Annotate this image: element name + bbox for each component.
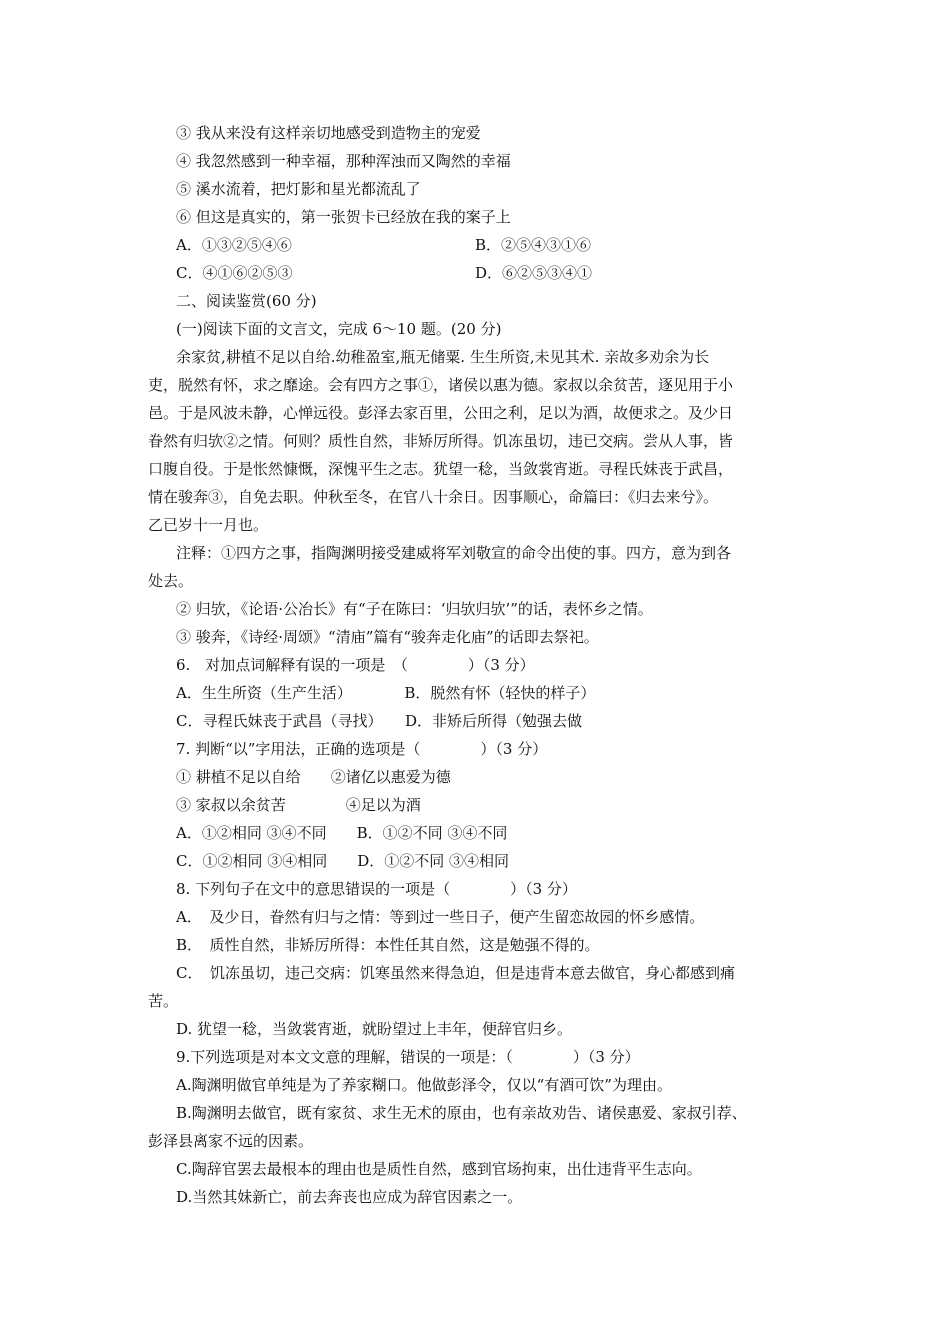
question-8-option-a: A． 及少日，眷然有归与之情：等到过一些日子，便产生留恋故园的怀乡感情。 [176, 908, 705, 926]
sentence-6: ⑥ 但这是真实的，第一张贺卡已经放在我的案子上 [176, 208, 511, 226]
sentence-5: ⑤ 溪水流着，把灯影和星光都流乱了 [176, 180, 421, 198]
passage-line: 口腹自役。于是怅然慷慨，深愧平生之志。犹望一稔，当敛裳宵逝。寻程氏妹丧于武昌， [148, 460, 734, 478]
question-9-option-d: D.当然其妹新亡，前去奔丧也应成为辞官因素之一。 [176, 1188, 523, 1206]
passage-line: 吏，脱然有怀，求之靡途。会有四方之事①，诸侯以惠为德。家叔以余贫苦，逐见用于小 [148, 376, 734, 394]
question-8-option-b: B． 质性自然，非矫厉所得：本性任其自然，这是勉强不得的。 [176, 936, 600, 954]
option-b: B．②⑤④③①⑥ [475, 236, 592, 254]
passage-line: 邑。于是风波未静，心惮远役。彭泽去家百里，公田之利，足以为酒，故便求之。及少日 [148, 404, 734, 422]
option-a: A．①③②⑤④⑥ [176, 236, 292, 254]
question-7-sentences: ① 耕植不足以自给 ②诸亿以惠爱为德 [176, 768, 451, 786]
section-heading: 二、阅读鉴赏(60 分) [176, 292, 317, 310]
question-6-options: C．寻程氏妹丧于武昌（寻找） D．非矫后所得（勉强去做 [176, 712, 583, 730]
question-8-option-c: C． 饥冻虽切，违己交病：饥寒虽然来得急迫，但是违背本意去做官，身心都感到痛 [176, 964, 735, 982]
question-7-options: A．①②相同 ③④不同 B．①②不同 ③④不同 [176, 824, 508, 842]
question-9-option-c: C.陶辞官罢去最根本的理由也是质性自然，感到官场拘束，出仕违背平生志向。 [176, 1160, 702, 1178]
note-line: 注释：①四方之事，指陶渊明接受建威将军刘敬宣的命令出使的事。四方，意为到各 [176, 544, 732, 562]
passage-line: 情在骏奔③，自免去职。仲秋至冬，在官八十余日。因事顺心，命篇曰：《归去来兮》。 [148, 488, 719, 506]
question-9-option-a: A.陶渊明做官单纯是为了养家糊口。他做彭泽令，仅以“有酒可饮”为理由。 [176, 1076, 672, 1094]
question-8-option-d: D. 犹望一稔，当敛裳宵逝，就盼望过上丰年，便辞官归乡。 [176, 1020, 573, 1038]
question-8-option-c-cont: 苦。 [148, 992, 179, 1010]
question-7-options: C．①②相同 ③④相同 D．①②不同 ③④相同 [176, 852, 510, 870]
question-8: 8. 下列句子在文中的意思错误的一项是（ ）（3 分） [176, 880, 577, 898]
option-d: D．⑥②⑤③④① [475, 264, 593, 282]
passage-line: 余家贫,耕植不足以自给.幼稚盈室,瓶无储粟. 生生所资,未见其术. 亲故多劝余为长 [176, 348, 710, 366]
sentence-3: ③ 我从来没有这样亲切地感受到造物主的宠爱 [176, 124, 481, 142]
passage-line: 眷然有归欤②之情。何则？质性自然，非矫厉所得。饥冻虽切，违已交病。尝从人事，皆 [148, 432, 734, 450]
question-9: 9.下列选项是对本文文意的理解，错误的一项是：（ ）（3 分） [176, 1048, 640, 1066]
question-9-option-b: B.陶渊明去做官，既有家贫、求生无术的原由，也有亲故劝告、诸侯惠爱、家叔引荐、 [176, 1104, 747, 1122]
question-6-options: A．生生所资（生产生活） B．脱然有怀（轻快的样子） [176, 684, 596, 702]
subsection-heading: (一)阅读下面的文言文，完成 6～10 题。(20 分) [176, 320, 502, 338]
sentence-4: ④ 我忽然感到一种幸福，那种浑浊而又陶然的幸福 [176, 152, 511, 170]
question-6: 6. 对加点词解释有误的一项是 （ ）（3 分） [176, 656, 535, 674]
note-line: ② 归欤，《论语·公冶长》有“子在陈曰：‘归欤归欤’”的话，表怀乡之情。 [176, 600, 653, 618]
question-9-option-b-cont: 彭泽县离家不远的因素。 [148, 1132, 314, 1150]
note-line: ③ 骏奔，《诗经·周颂》“清庙”篇有“骏奔走化庙”的话即去祭祀。 [176, 628, 599, 646]
question-7: 7. 判断“以”字用法，正确的选项是（ ）（3 分） [176, 740, 548, 758]
option-c: C．④①⑥②⑤③ [176, 264, 293, 282]
note-line: 处去。 [148, 572, 194, 590]
question-7-sentences: ③ 家叔以余贫苦 ④足以为酒 [176, 796, 421, 814]
passage-line: 乙已岁十一月也。 [148, 516, 269, 534]
